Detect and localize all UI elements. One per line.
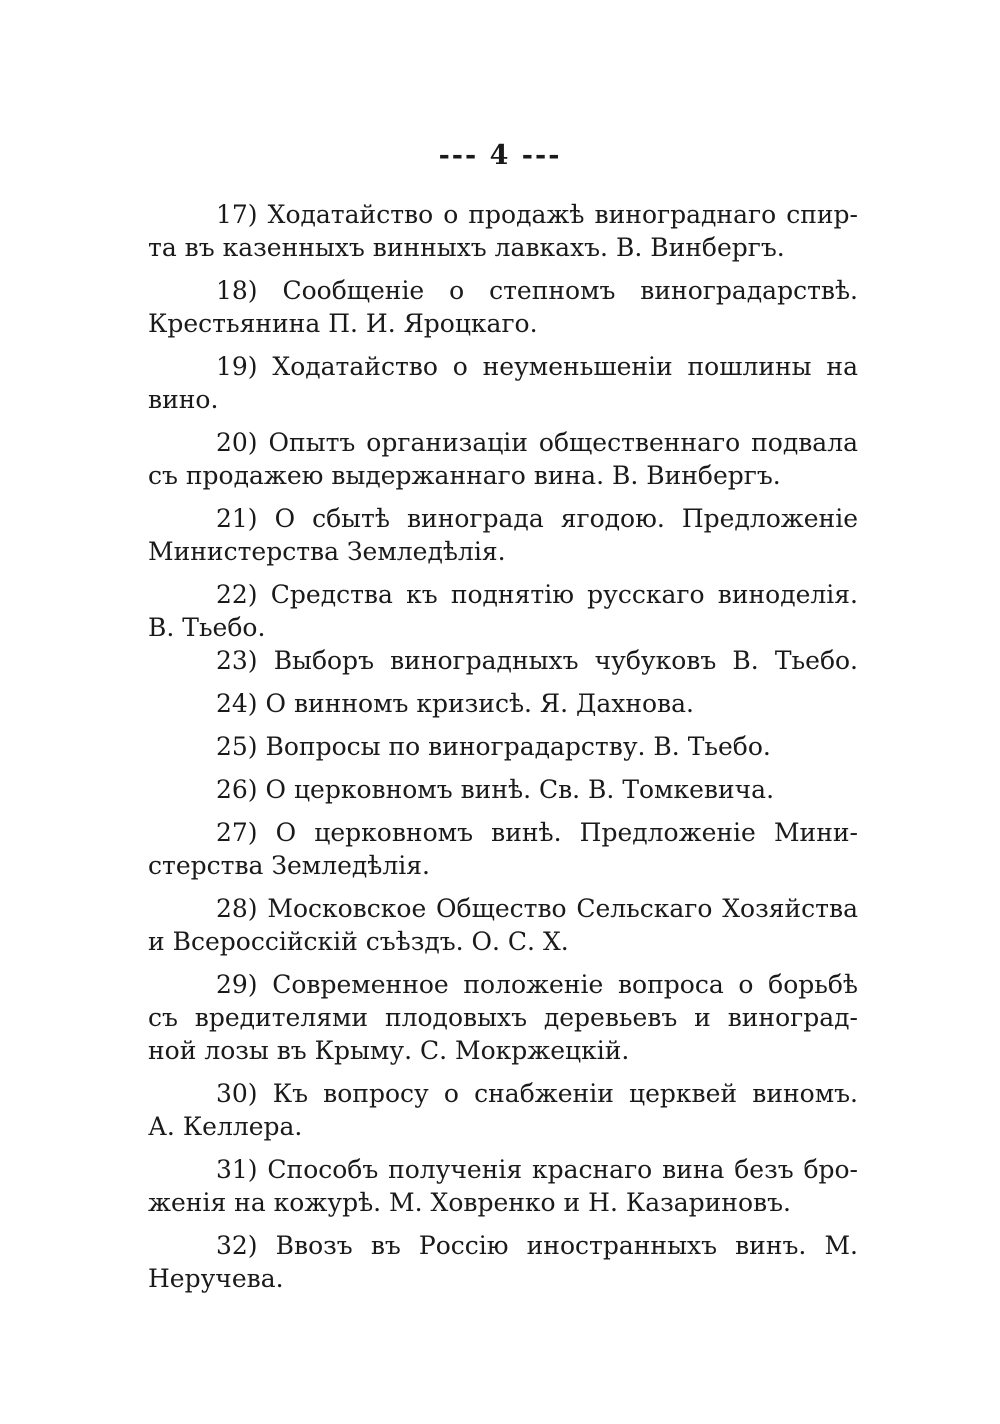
list-item: [148, 1229, 858, 1295]
entry-line: женія на кожурѣ. М. Ховренко и Н. Казариновъ.: [148, 1188, 791, 1217]
entry-line: 25) Вопросы по виноградарству. В. Тьебо.: [216, 732, 771, 761]
list-item: [148, 350, 858, 416]
list-item: [148, 816, 858, 882]
list-item: [148, 730, 858, 763]
list-item: [148, 687, 858, 720]
entry-line: 19) Ходатайство о неуменьшеніи пошлины на: [216, 352, 858, 381]
list-item: [148, 502, 858, 568]
entry-line: В. Тьебо.: [148, 613, 266, 642]
entry-line: вино.: [148, 385, 219, 414]
entry-line: 27) О церковномъ винѣ. Предложеніе Мини-: [216, 818, 858, 847]
entry-line: 32) Ввозъ въ Россію иностранныхъ винъ. М.: [216, 1231, 858, 1260]
entry-line: 28) Московское Общество Сельскаго Хозяйства: [216, 894, 858, 923]
entry-line: 17) Ходатайство о продажѣ винограднаго спир-: [216, 200, 858, 229]
list-item: [148, 1077, 858, 1143]
entry-line: 23) Выборъ виноградныхъ чубуковъ В. Тьебо.: [216, 646, 858, 675]
list-item: [148, 968, 858, 1067]
list-item: [148, 198, 858, 264]
entry-line: Министерства Земледѣлія.: [148, 537, 506, 566]
list-item: [148, 644, 858, 677]
entry-line: 30) Къ вопросу о снабженіи церквей виномъ.: [216, 1079, 858, 1108]
page-number: --- 4 ---: [438, 140, 562, 171]
entry-line: А. Келлера.: [148, 1112, 303, 1141]
entry-line: 20) Опытъ организаціи общественнаго подвала: [216, 428, 858, 457]
entry-line: съ вредителями плодовыхъ деревьевъ и виноград-: [148, 1003, 858, 1032]
entry-line: та въ казенныхъ винныхъ лавкахъ. В. Винбергъ.: [148, 233, 785, 262]
entry-line: 26) О церковномъ винѣ. Св. В. Томкевича.: [216, 775, 775, 804]
entry-line: 29) Современное положеніе вопроса о борьбѣ: [216, 970, 858, 999]
entries-list: [148, 198, 858, 1295]
entry-line: ной лозы въ Крыму. С. Мокржецкій.: [148, 1036, 630, 1065]
entry-line: 21) О сбытѣ винограда ягодою. Предложеніе: [216, 504, 858, 533]
entry-line: съ продажею выдержаннаго вина. В. Винбергъ.: [148, 461, 781, 490]
list-item: [148, 773, 858, 806]
entry-line: 24) О винномъ кризисѣ. Я. Дахнова.: [216, 689, 694, 718]
entry-line: 18) Сообщеніе о степномъ виноградарствѣ.: [216, 276, 858, 305]
entry-line: стерства Земледѣлія.: [148, 851, 430, 880]
entry-line: и Всероссійскій съѣздъ. О. С. Х.: [148, 927, 569, 956]
entry-line: 31) Способъ полученія краснаго вина безъ бро-: [216, 1155, 858, 1184]
list-item: [148, 578, 858, 644]
list-item: [148, 426, 858, 492]
entry-line: Неручева.: [148, 1264, 284, 1293]
list-item: [148, 274, 858, 340]
entry-line: Крестьянина П. И. Яроцкаго.: [148, 309, 538, 338]
entry-line: 22) Средства къ поднятію русскаго виноделія.: [216, 580, 858, 609]
list-item: [148, 892, 858, 958]
list-item: [148, 1153, 858, 1219]
